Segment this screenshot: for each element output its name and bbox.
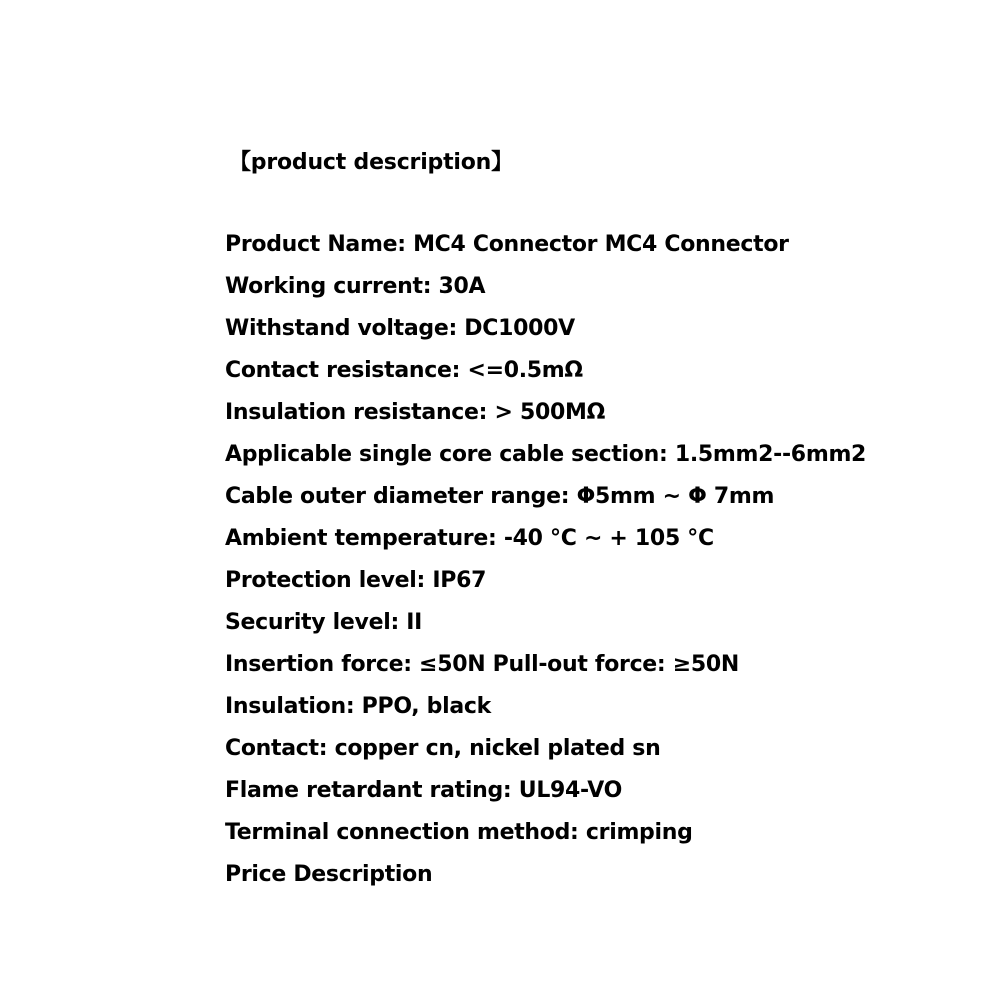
spec-terminal-connection: Terminal connection method: crimping (225, 820, 693, 845)
spec-product-name: Product Name: MC4 Connector MC4 Connector (225, 232, 789, 257)
section-heading: 【product description】 (229, 150, 513, 175)
spec-insulation: Insulation: PPO, black (225, 694, 491, 719)
spec-ambient-temperature: Ambient temperature: -40 °C ~ + 105 °C (225, 526, 714, 551)
spec-cable-section: Applicable single core cable section: 1.5mm2--6mm2 (225, 442, 867, 467)
spec-insulation-resistance: Insulation resistance: > 500MΩ (225, 400, 606, 425)
spec-list (225, 228, 866, 900)
price-description: Price Description (225, 862, 433, 887)
spec-flame-rating: Flame retardant rating: UL94-VO (225, 778, 623, 803)
spec-withstand-voltage: Withstand voltage: DC1000V (225, 316, 575, 341)
spec-contact-resistance: Contact resistance: <=0.5mΩ (225, 358, 583, 383)
spec-security-level: Security level: II (225, 610, 423, 635)
spec-working-current: Working current: 30A (225, 274, 486, 299)
spec-cable-diameter: Cable outer diameter range: Φ5mm ~ Φ 7mm (225, 484, 775, 509)
spec-insertion-force: Insertion force: ≤50N Pull-out force: ≥50N (225, 652, 740, 677)
spec-contact: Contact: copper cn, nickel plated sn (225, 736, 661, 761)
spec-protection-level: Protection level: IP67 (225, 568, 487, 593)
